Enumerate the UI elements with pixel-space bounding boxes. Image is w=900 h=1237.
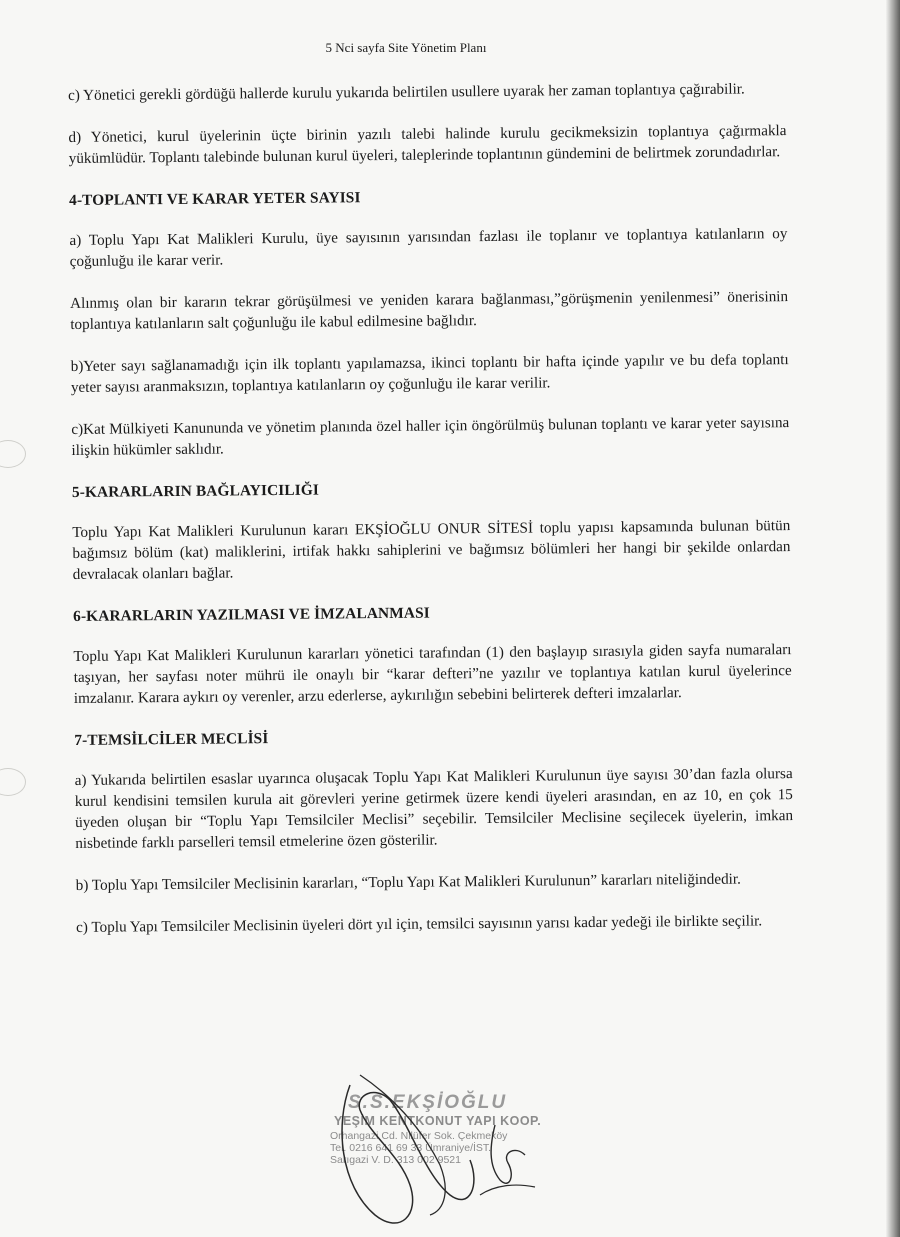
handwritten-signature [330, 1065, 560, 1235]
section-6-heading: 6-KARARLARIN YAZILMASI VE İMZALANMASI [73, 604, 430, 625]
section-5-text-post: toplu yapısı kapsamında bulunan bütün bağımsız bölüm (kat) maliklerini, irtifak hakkı sahiplerini ve bağımsız bölümleri her hangi bir şekilde onlardan devralacak olanları bağlar. [72, 517, 791, 583]
stamp-line-1: S.S.EKŞİOĞLU [348, 1092, 508, 1113]
section-5-paragraph [72, 515, 791, 585]
section-7-paragraph-c: c) Toplu Yapı Temsilciler Meclisinin üyeleri dört yıl için, temsilci sayısının yarısı kadar yedeği ile birlikte seçilir. [76, 912, 763, 936]
page-header: 5 Nci sayfa Site Yönetim Planı [325, 40, 487, 55]
section-6-paragraph: Toplu Yapı Kat Malikleri Kurulunun kararları yönetici tarafından (1) den başlayıp sırasıyla giden sayfa numaraları taşıyan, her sayfası noter mührü ile onaylı bir “karar defteri”ne yazılır ve toplantıya katılan kurul üyelerince imzalanır. Karara aykırı oy verenler, arzu ederlerse, aykırılığın sebebini belirterek defteri imzalarlar. [73, 641, 792, 707]
stamp-line-2: YEŞİM KENTKONUT YAPI KOOP. [334, 1114, 542, 1128]
section-4-paragraph-alinmis: Alınmış olan bir kararın tekrar görüşülmesi ve yeniden karara bağlanması,”görüşmenin yenilenmesi” önerisinin toplantıya katılanların salt çoğunluğu ile kabul edilmesine bağlıdır. [70, 288, 789, 333]
section-4-paragraph-b: b)Yeter sayı sağlanamadığı için ilk toplantı yapılamazsa, ikinci toplantı bir hafta içinde yapılır ve bu defa toplantı yeter sayısı aranmaksızın, toplantıya katılanların oy çoğunluğu ile karar verilir. [70, 351, 789, 396]
section-5-heading: 5-KARARLARIN BAĞLAYICILIĞI [71, 481, 320, 501]
stamp-line-5: Sarıgazi V. D. 313 002 9521 [330, 1154, 461, 1166]
punch-hole-bottom [0, 768, 26, 796]
paragraph-d: d) Yönetici, kurul üyelerinin üçte birinin yazılı talebi halinde kurulu gecikmeksizin toplantıya çağırmakla yükümlüdür. Toplantı talebinde bulunan kurul üyeleri, taleplerinde toplantının gündemini de belirtmek zorundadırlar. [68, 122, 787, 167]
punch-hole-top [0, 440, 26, 468]
section-7-heading: 7-TEMSİLCİLER MECLİSİ [74, 730, 269, 749]
section-7-paragraph-b: b) Toplu Yapı Temsilciler Meclisinin kararları, “Toplu Yapı Kat Malikleri Kurulunun” kararları niteliğindedir. [75, 870, 741, 894]
scan-edge [886, 0, 900, 1237]
document-body [68, 78, 794, 959]
section-4-paragraph-a: a) Toplu Yapı Kat Malikleri Kurulu, üye sayısının yarısından fazlası ile toplanır ve toplantıya katılanların oy çoğunluğu ile karar verir. [69, 225, 788, 270]
section-5-text-pre: Toplu Yapı Kat Malikleri Kurulunun kararı [72, 521, 356, 541]
paragraph-c: c) Yönetici gerekli gördüğü hallerde kurulu yukarıda belirtilen usullere uyarak her zaman toplantıya çağırabilir. [68, 80, 745, 104]
section-7-paragraph-a: a) Yukarıda belirtilen esaslar uyarınca oluşacak Toplu Yapı Kat Malikleri Kurulunun üye sayısı 30’dan fazla olursa kurul kendisini temsilen kurula ait görevleri yerine getirmek üzere kendi üyeleri arasından, en az 10, en çok 15 üyeden oluşan bir “Toplu Yapı Temsilciler Meclisi” seçebilir. Temsilciler Meclisine seçilecek üyelerin, imkan nisbetinde farklı parselleri temsil etmelerine özen gösterilir. [74, 765, 794, 852]
stamp-line-4: Tel. 0216 641 69 33 Ümraniye/İST. [330, 1142, 492, 1154]
site-name: EKŞİOĞLU ONUR SİTESİ [354, 519, 534, 539]
section-4-heading: 4-TOPLANTI VE KARAR YETER SAYISI [69, 189, 361, 209]
section-4-paragraph-c: c)Kat Mülkiyeti Kanununda ve yönetim planında özel haller için öngörülmüş bulunan toplantı ve karar yeter sayısına ilişkin hükümler saklıdır. [71, 414, 790, 459]
stamp-line-3: Orhangazi Cd. Nilüfer Sok. Çekmeköy [330, 1130, 508, 1142]
